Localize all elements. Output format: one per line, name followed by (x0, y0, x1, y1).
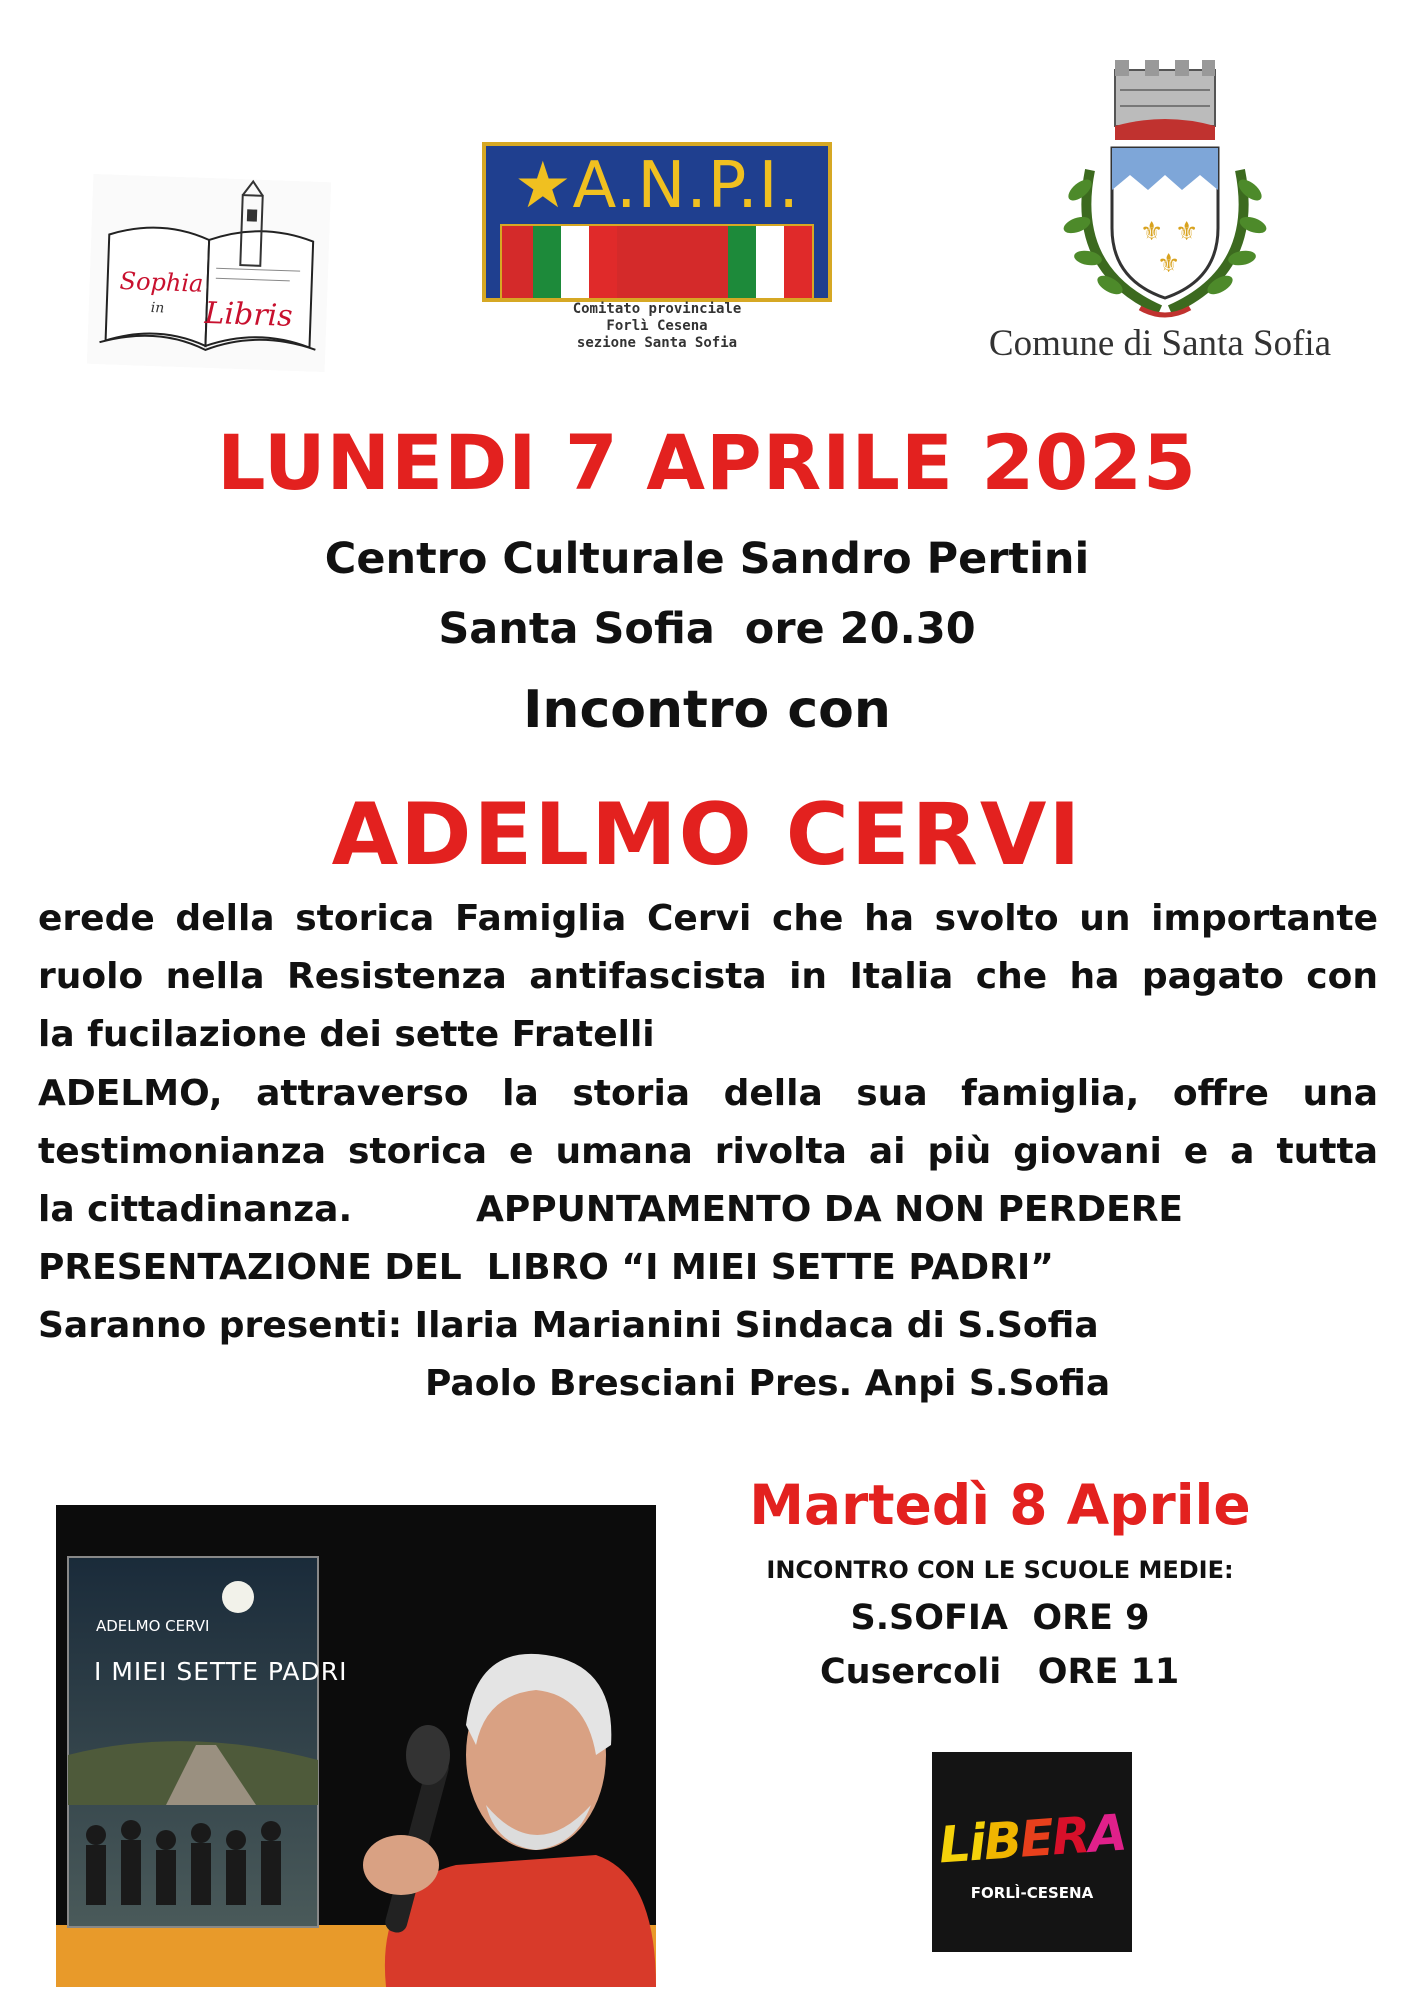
photo-image (56, 1505, 656, 1987)
anpi-logo (482, 142, 832, 302)
description-line-2: ruolo nella Resistenza antifascista in Italia che ha pagato con (38, 956, 1378, 997)
schools-title: INCONTRO CON LE SCUOLE MEDIE: (766, 1556, 1234, 1584)
author-with-book-photo (56, 1505, 656, 1987)
libera-letter-3: E (1017, 1808, 1055, 1869)
libera-letter-2: B (981, 1810, 1022, 1872)
school-santa-sofia: S.SOFIA ORE 9 (850, 1598, 1150, 1638)
in-word: in (150, 299, 165, 317)
description-line-6: la cittadinanza. (38, 1189, 353, 1230)
coat-of-arms-icon (1050, 40, 1280, 340)
description-line-3: la fucilazione dei sette Fratelli (38, 1014, 655, 1055)
sophia-in-libris-logo (87, 174, 331, 372)
anpi-flag-band (500, 224, 814, 300)
book-title: I MIEI SETTE PADRI (94, 1657, 348, 1686)
anpi-caption-line-2: Forlì Cesena (606, 318, 708, 334)
libera-word (930, 1803, 1134, 1875)
libera-letter-4: R (1049, 1806, 1091, 1867)
second-event-date: Martedì 8 Aprile (749, 1473, 1251, 1537)
event-venue: Centro Culturale Sandro Pertini (324, 534, 1090, 584)
anpi-caption-line-3: sezione Santa Sofia (576, 335, 738, 351)
book-presentation: PRESENTAZIONE DEL LIBRO “I MIEI SETTE PADRI” (38, 1247, 1054, 1288)
school-cusercoli: Cusercoli ORE 11 (820, 1652, 1180, 1692)
anpi-caption-line-1: Comitato provinciale (572, 301, 742, 317)
description-line-5: testimonianza storica e umana rivolta ai più giovani e a tutta (38, 1131, 1378, 1172)
description-line-1: erede della storica Famiglia Cervi che ha svolto un importante (38, 898, 1378, 939)
appuntamento-highlight: APPUNTAMENTO DA NON PERDERE (476, 1189, 1184, 1230)
libera-letter-5: A (1086, 1803, 1128, 1864)
description-line-4: ADELMO, attraverso la storia della sua famiglia, offre una (38, 1073, 1378, 1114)
book-author: ADELMO CERVI (96, 1617, 210, 1635)
guests-line-1: Saranno presenti: Ilaria Marianini Sindaca di S.Sofia (38, 1305, 1099, 1346)
anpi-title: ★A.N.P.I. (514, 149, 800, 223)
event-date: LUNEDI 7 APRILE 2025 (217, 418, 1197, 507)
event-place-time: Santa Sofia ore 20.30 (438, 604, 976, 654)
guest-name: ADELMO CERVI (331, 785, 1083, 885)
comune-name: Comune di Santa Sofia (988, 323, 1332, 364)
libera-subtitle: FORLÌ-CESENA (970, 1884, 1094, 1902)
svg-text:⚜: ⚜ (1175, 217, 1199, 247)
svg-text:⚜: ⚜ (1157, 249, 1181, 279)
comune-coat-of-arms (1050, 40, 1280, 340)
libris-word: Libris (203, 295, 294, 334)
sophia-word: Sophia (119, 266, 204, 298)
guests-line-2: Paolo Bresciani Pres. Anpi S.Sofia (425, 1363, 1111, 1404)
svg-text:⚜: ⚜ (1140, 217, 1164, 247)
event-intro: Incontro con (523, 680, 891, 740)
libera-logo (932, 1752, 1132, 1952)
libera-letter-1: Li (936, 1813, 986, 1875)
